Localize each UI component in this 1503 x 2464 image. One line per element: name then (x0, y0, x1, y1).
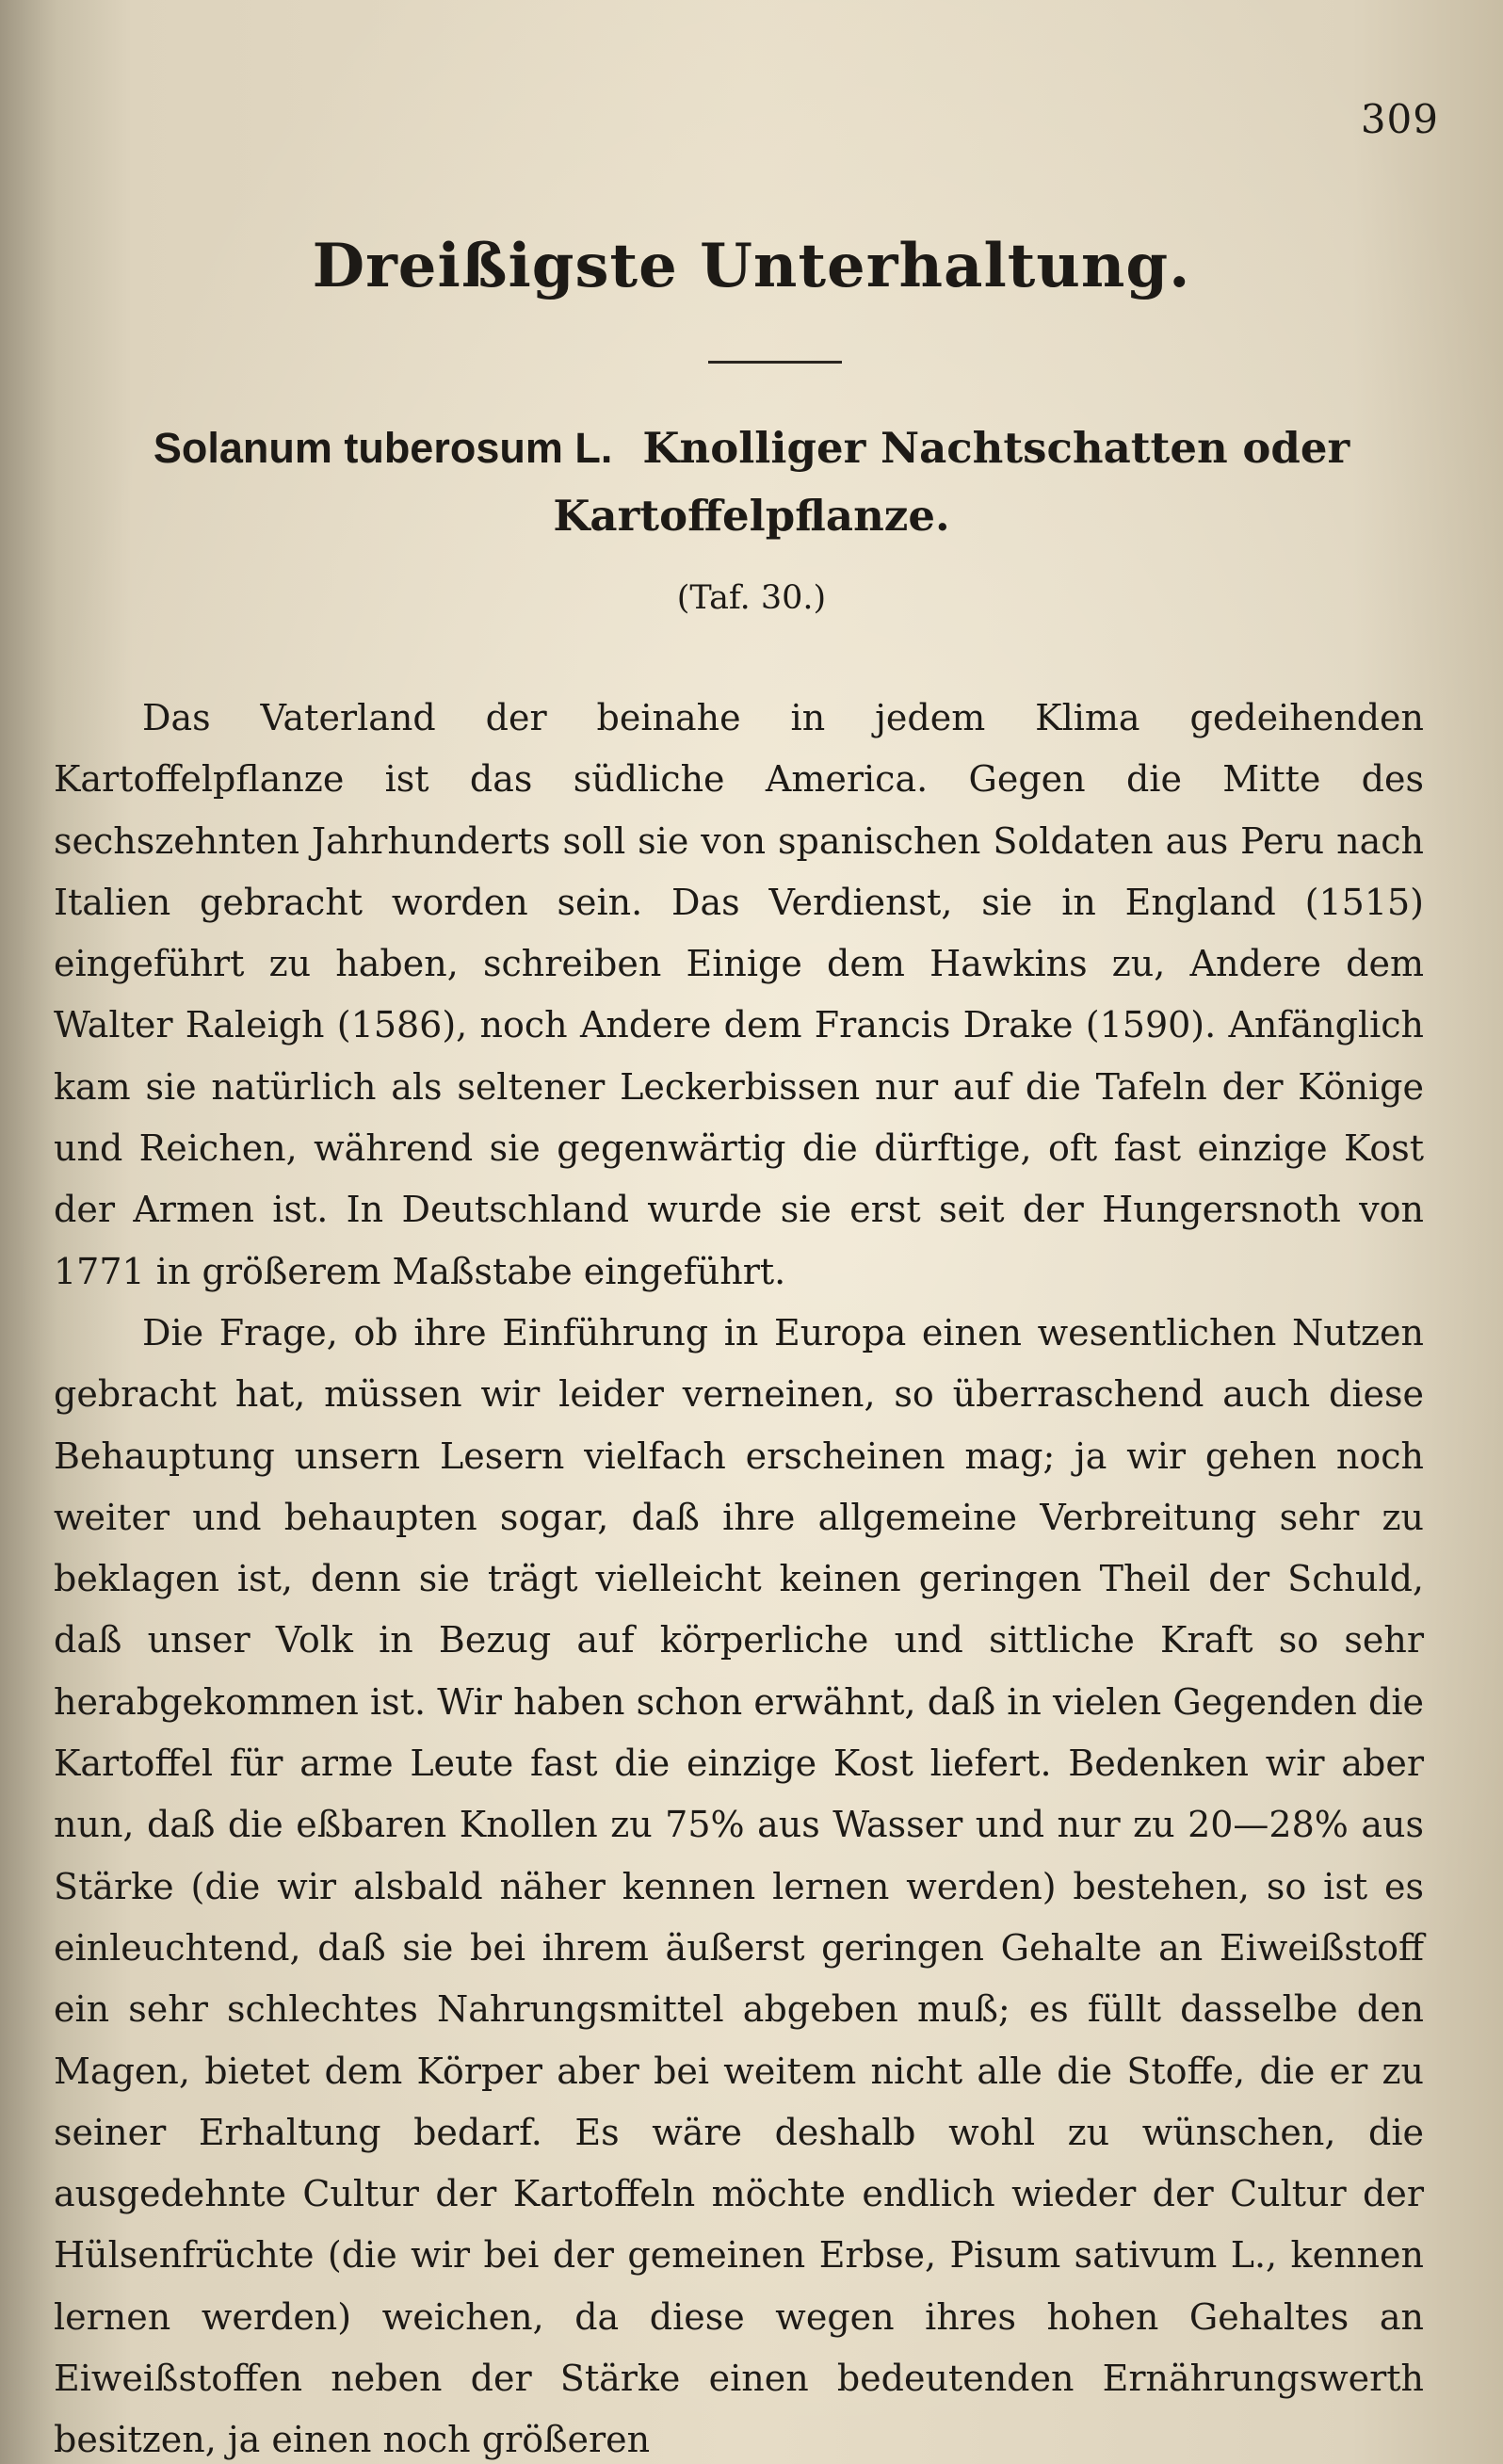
title-divider (708, 361, 842, 364)
paragraph: Das Vaterland der beinahe in jedem Klima gedeihenden Kartoffelpflanze ist das südliche America. Gegen die Mitte des sechszehnten Jahrhunderts soll sie von spanischen Soldaten aus Peru nach Italien gebracht worden sein. Das Verdienst, sie in England (1515) eingeführt zu haben, schreiben Einige dem Hawkins zu, Andere dem Walter Raleigh (1586), noch Andere dem Francis Drake (1590). Anfänglich kam sie natürlich als seltener Leckerbissen nur auf die Tafeln der Könige und Reichen, während sie gegenwärtig die dürftige, oft fast einzige Kost der Armen ist. In Deutschland wurde sie erst seit der Hungersnoth von 1771 in größerem Maßstabe eingeführt. (54, 697, 1424, 1292)
body-text (54, 688, 1424, 2464)
heading-latin-name: Solanum tuberosum L. (153, 424, 613, 472)
paragraph: Die Frage, ob ihre Einführung in Europa einen wesentlichen Nutzen gebracht hat, müssen wir leider verneinen, so überraschend auch diese Behauptung unsern Lesern vielfach erscheinen mag; ja wir gehen noch weiter und behaupten sogar, daß ihre allgemeine Verbreitung sehr zu beklagen ist, denn sie trägt vielleicht keinen geringen Theil der Schuld, daß unser Volk in Bezug auf körperliche und sittliche Kraft so sehr herabgekommen ist. Wir haben schon erwähnt, daß in vielen Gegenden die Kartoffel für arme Leute fast die einzige Kost liefert. Bedenken wir aber nun, daß die eßbaren Knollen zu 75% aus Wasser und nur zu 20—28% aus Stärke (die wir alsbald näher kennen lernen werden) bestehen, so ist es einleuchtend, daß sie bei ihrem äußerst geringen Gehalte an Eiweißstoff ein sehr schlechtes Nahrungsmittel abgeben muß; es füllt dasselbe den Magen, bietet dem Körper aber bei weitem nicht alle die Stoffe, die er zu seiner Erhaltung bedarf. Es wäre deshalb wohl zu wünschen, die ausgedehnte Cultur der Kartoffeln möchte endlich wieder der Cultur der Hülsenfrüchte (die wir bei der gemeinen Erbse, Pisum sativum L., kennen lernen werden) weichen, da diese wegen ihres hohen Gehaltes an Eiweißstoffen neben der Stärke einen bedeutenden Ernährungswerth besitzen, ja einen noch größeren (54, 1311, 1424, 2461)
heading-german-name: Knolliger Nachtschatten oder Kartoffelpflanze. (553, 423, 1350, 541)
section-heading (0, 414, 1503, 550)
chapter-title: Dreißigste Unterhaltung. (312, 231, 1191, 301)
page-number: 309 (1360, 96, 1439, 142)
plate-reference: (Taf. 30.) (676, 579, 827, 617)
